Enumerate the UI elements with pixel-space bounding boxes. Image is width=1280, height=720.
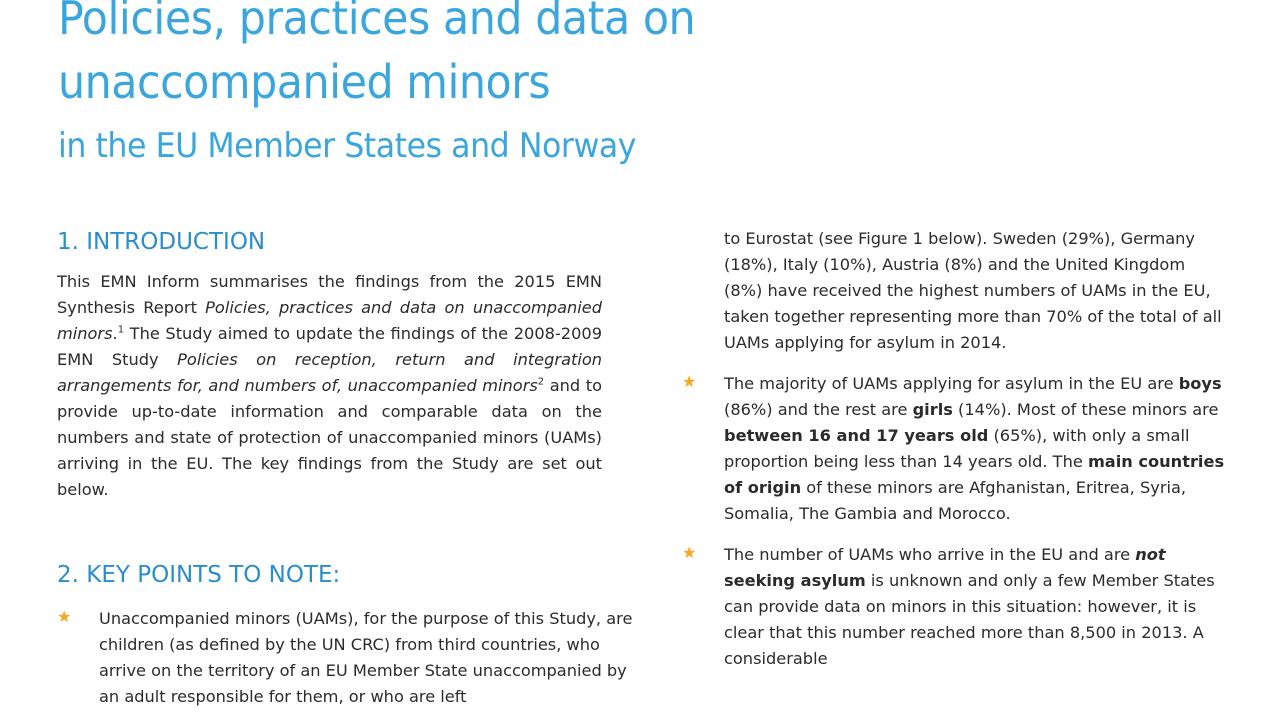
- text-run: of these minors are Afghanistan, Eritrea, Syria, Somalia, The Gambia and Morocco.: [724, 478, 1187, 523]
- document-title: [58, 0, 695, 114]
- bold-text: seeking asylum: [724, 571, 866, 590]
- star-icon: ★: [57, 607, 72, 626]
- bullet-item: [57, 606, 644, 710]
- bullet-item: [682, 371, 1227, 527]
- text-run: is unknown and only a few Member States can provide data on minors in this situation: however, it is clear that this number reached more than 8,500 in 2013. A considerable: [724, 571, 1215, 668]
- text-run: The majority of UAMs applying for asylum in the EU are: [724, 374, 1179, 393]
- text-run: (65%), with only a small proportion being less than 14 years old. The: [724, 426, 1190, 471]
- star-icon: ★: [682, 372, 697, 391]
- bullet-text: Unaccompanied minors (UAMs), for the purpose of this Study, are children (as defined by the UN CRC) from third countries, who arrive on the territory of an EU Member State unaccompanied by an adult responsible for them, or who are left: [99, 609, 633, 706]
- bullet-item: [682, 542, 1227, 672]
- text-run: (86%) and the rest are: [724, 400, 913, 419]
- bold-italic-text: not: [1135, 545, 1166, 564]
- text-run: This EMN Inform summarises the findings from the 2015 EMN Synthesis Report: [57, 272, 602, 317]
- bold-text: main countries of origin: [724, 452, 1225, 497]
- footnote-ref-2[interactable]: 2: [537, 376, 545, 388]
- title-line-1: Policies, practices and data on: [58, 0, 696, 45]
- text-run: (14%). Most of these minors are: [952, 400, 1219, 419]
- footnote-ref-1[interactable]: 1: [117, 324, 125, 336]
- text-run: The Study aimed to update the findings of the 2008-2009 EMN Study: [57, 324, 602, 369]
- continuation-paragraph: [682, 226, 1227, 356]
- left-column: [57, 222, 633, 706]
- bold-text: boys: [1178, 374, 1222, 393]
- study-title-italic: Policies on reception, return and integration arrangements for, and numbers of, unaccompanied minors: [57, 350, 602, 395]
- text-run: and to provide up-to-date information and comparable data on the numbers and state of protection of unaccompanied minors (UAMs) arriving in the EU. The key findings from the Study are set out below.: [57, 376, 602, 499]
- title-line-2: unaccompanied minors: [58, 55, 551, 109]
- star-icon: ★: [682, 543, 697, 562]
- bullet-text: to Eurostat (see Figure 1 below). Sweden (29%), Germany (18%), Italy (10%), Austria (8%) and the United Kingdom (8%) have received the highest numbers of UAMs in the EU, taken together representing more than 70% of the total of all UAMs applying for asylum in 2014.: [724, 229, 1222, 352]
- section-heading-introduction: 1. INTRODUCTION: [57, 229, 266, 255]
- report-title-italic: Policies, practices and data on unaccompanied minors: [57, 298, 602, 343]
- document-subtitle: in the EU Member States and Norway: [58, 126, 637, 166]
- introduction-paragraph: [57, 269, 602, 503]
- text-run: .: [112, 324, 118, 343]
- right-column: [682, 226, 1227, 672]
- bold-text: girls: [912, 400, 953, 419]
- section-heading-key-points: 2. KEY POINTS TO NOTE:: [57, 562, 341, 588]
- bold-text: between 16 and 17 years old: [724, 426, 989, 445]
- text-run: The number of UAMs who arrive in the EU and are: [724, 545, 1136, 564]
